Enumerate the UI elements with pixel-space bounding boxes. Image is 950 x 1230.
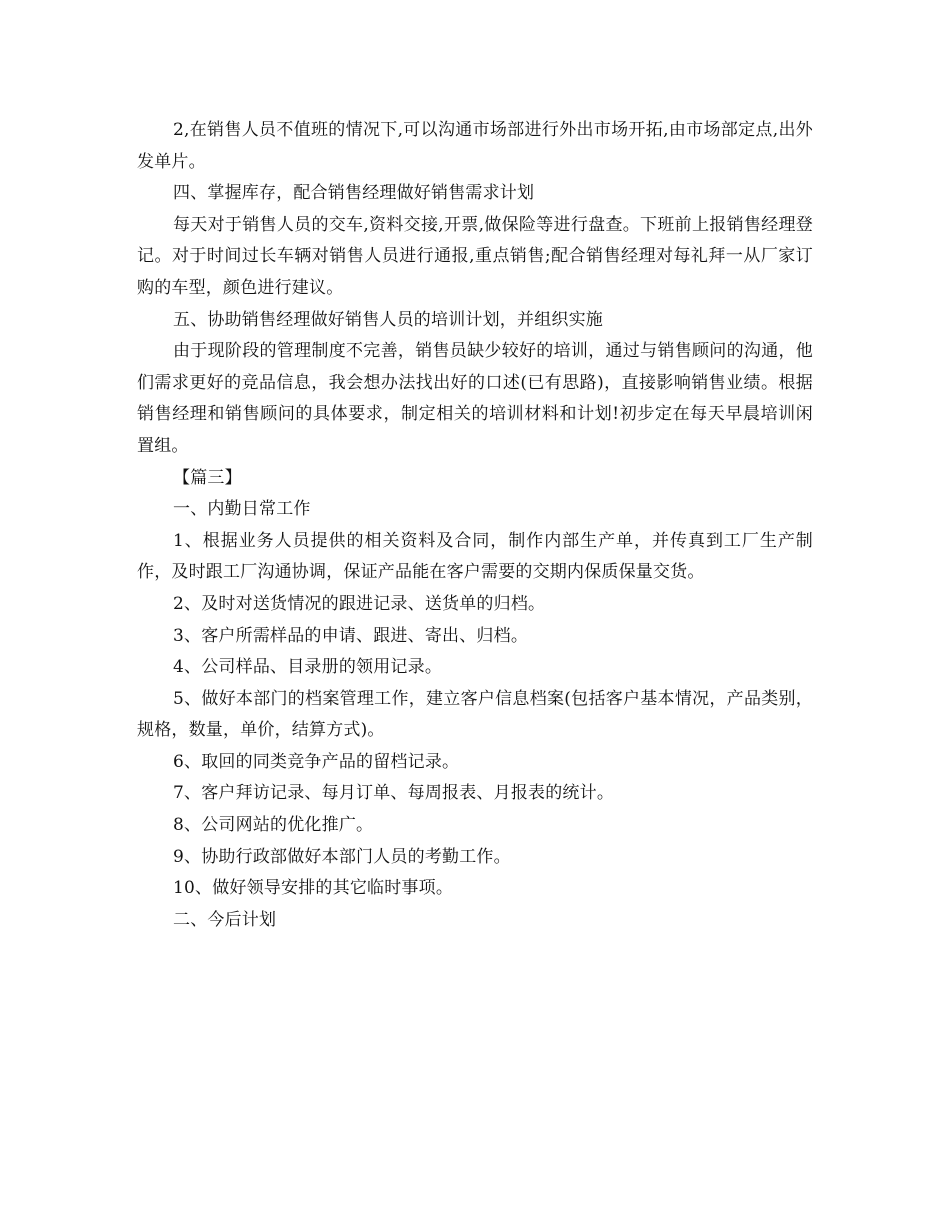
- paragraph-2: 每天对于销售人员的交车,资料交接,开票,做保险等进行盘查。下班前上报销售经理登记。对于时间过长车辆对销售人员进行通报,重点销售;配合销售经理对每礼拜一从厂家订购的车型，颜色进行建议。: [137, 214, 813, 298]
- list-item-3: 3、客户所需样品的申请、跟进、寄出、归档。: [173, 625, 529, 646]
- section-heading-5: 五、协助销售经理做好销售人员的培训计划，并组织实施: [173, 309, 603, 330]
- list-item-7: 7、客户拜访记录、每月订单、每周报表、月报表的统计。: [173, 783, 615, 804]
- list-item-2: 2、及时对送货情况的跟进记录、送货单的归档。: [173, 593, 546, 614]
- list-item-6: 6、取回的同类竞争产品的留档记录。: [173, 751, 460, 772]
- list-item-8: 8、公司网站的优化推广。: [173, 815, 374, 836]
- paragraph-1: 2,在销售人员不值班的情况下,可以沟通市场部进行外出市场开拓,由市场部定点,出外发单片。: [137, 120, 813, 172]
- list-item-10: 10、做好领导安排的其它临时事项。: [173, 878, 454, 899]
- list-item-1: 1、根据业务人员提供的相关资料及合同，制作内部生产单，并传真到工厂生产制作，及时跟工厂沟通协调，保证产品能在客户需要的交期内保质保量交货。: [137, 530, 813, 583]
- section-heading-2: 二、今后计划: [173, 909, 277, 930]
- section-heading-4: 四、掌握库存，配合销售经理做好销售需求计划: [173, 183, 535, 204]
- part-heading-3: 【篇三】: [173, 467, 242, 488]
- paragraph-3: 由于现阶段的管理制度不完善，销售员缺少较好的培训，通过与销售顾问的沟通，他们需求更好的竞品信息，我会想办法找出好的口述(已有思路)，直接影响销售业绩。根据销售经理和销售顾问的具体要求，制定相关的培训材料和计划!初步定在每天早晨培训闲置组。: [137, 341, 813, 456]
- section-heading-1: 一、内勤日常工作: [173, 499, 311, 520]
- list-item-4: 4、公司样品、目录册的领用记录。: [173, 657, 443, 678]
- list-item-5: 5、做好本部门的档案管理工作，建立客户信息档案(包括客户基本情况，产品类别，规格，数量，单价，结算方式)。: [137, 688, 813, 741]
- list-item-9: 9、协助行政部做好本部门人员的考勤工作。: [173, 846, 511, 867]
- document-body: [137, 115, 813, 936]
